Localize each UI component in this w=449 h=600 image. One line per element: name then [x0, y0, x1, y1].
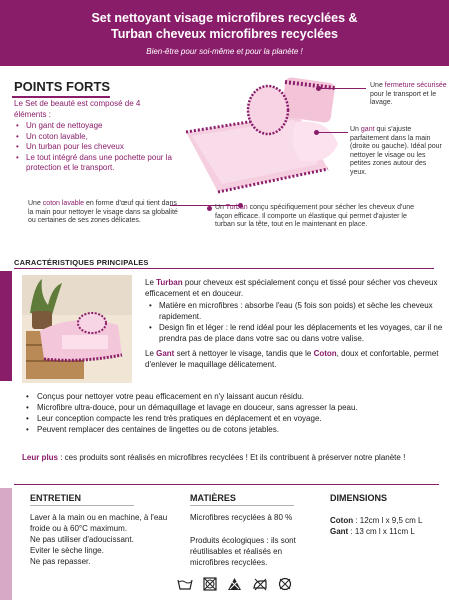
matieres-composition: Microfibres recyclées à 80 % [190, 513, 293, 522]
callout-highlight: gant [360, 126, 375, 133]
advantages-list [22, 391, 442, 435]
callout-highlight: Turban [225, 204, 248, 211]
accent-bar [0, 271, 12, 381]
section-rule [14, 484, 439, 485]
pouch-shape [280, 77, 335, 124]
plus-label: Leur plus [22, 453, 59, 462]
section-rule [14, 268, 434, 269]
callout-dot [316, 86, 321, 91]
header-subtitle: Bien-être pour soi-même et pour la planète ! [146, 47, 303, 56]
callout-line [318, 132, 348, 133]
accent-bar [0, 488, 12, 600]
product-illustration [178, 74, 358, 202]
matieres-eco: Produits écologiques : ils sont réutilisables et réalisés en microfibres recyclées. [190, 536, 296, 567]
wash-icon [177, 577, 193, 591]
list-item: • Microfibre ultra-douce, pour un démaquillage et lavage en douceur, sans agresser la peau. [22, 402, 442, 413]
list-item: • Conçus pour nettoyer votre peau efficacement en n'y laissant aucun résidu. [22, 391, 442, 402]
no-dry-clean-icon [278, 577, 292, 591]
list-item: • Un turban pour les cheveux [16, 142, 186, 153]
no-iron-icon [252, 577, 268, 591]
product-title-line1: Set nettoyant visage microfibres recyclées & [91, 11, 358, 25]
callout-gant: Un gant qui s'ajuste parfaitement dans la main (droite ou gauche). Idéal pour nettoyer le visage ou les petites zones autour des yeux. [350, 126, 442, 176]
turban-points [145, 300, 443, 344]
entretien-text: Laver à la main ou en machine, à l'eau froide ou à 60°C maximum. Ne pas utiliser d'adoucissant. Eviter le sèche linge. Ne pas repasser. [30, 513, 168, 566]
list-item: • Design fin et léger : le rend idéal pour les déplacements et les voyages, car il ne prendra pas de place dans votre sac ou dans votre valise. [145, 322, 443, 344]
product-photo [22, 275, 132, 383]
callout-turban: Un Turban conçu spécifiquement pour sécher les cheveux d'une façon efficace. Il comporte un élastique qui permet d'ajuster le turban sur la tête, tout en le maintenant en place. [215, 204, 415, 228]
matieres-rule [190, 505, 294, 506]
caracteristiques-description [145, 277, 443, 370]
care-icons [177, 577, 292, 591]
list-item: • Un gant de nettoyage [16, 121, 186, 132]
product-title-line2: Turban cheveux microfibres recyclées [111, 27, 338, 41]
callout-highlight: coton lavable [42, 200, 85, 207]
header-banner [0, 0, 449, 66]
list-item: • Peuvent remplacer des centaines de lingettes ou de cotons jetables. [22, 424, 442, 435]
points-forts-list [16, 121, 186, 174]
entretien-rule [30, 505, 134, 506]
no-bleach-icon [227, 577, 242, 591]
list-item: • Leur conception compacte les rend très pratiques en déplacement et en voyage. [22, 413, 442, 424]
dimensions-gant: Gant : 13 cm l x 11cm L [330, 527, 415, 536]
plus-note: Leur plus : ces produits sont réalisés en microfibres recyclées ! Et ils contribuent à préserver notre planète ! [22, 453, 406, 462]
gant-description: Le Gant sert à nettoyer le visage, tandis que le Coton, doux et confortable, permet d'enlever le maquillage délicatement. [145, 349, 439, 369]
points-forts-rule [12, 96, 110, 98]
coton-shape [248, 86, 288, 134]
callout-dot [207, 206, 212, 211]
callout-dot [314, 130, 319, 135]
callout-highlight: fermeture sécurisée [384, 82, 447, 89]
points-forts-intro: Le Set de beauté est composé de 4 éléments : [14, 99, 141, 119]
list-item: • Le tout intégré dans une pochette pour la protection et le transport. [16, 153, 186, 174]
callout-line [320, 88, 366, 89]
callout-fermeture: Une fermeture sécurisée pour le transport et le lavage. [370, 82, 447, 106]
dimensions-title: DIMENSIONS [330, 493, 388, 503]
no-tumble-dry-icon [203, 577, 217, 591]
entretien-title: ENTRETIEN [30, 493, 82, 503]
list-item: • Matière en microfibres : absorbe l'eau (5 fois son poids) et sèche les cheveux rapidement. [145, 300, 443, 322]
dimensions-coton: Coton : 12cm l x 9,5 cm L [330, 516, 423, 525]
gant-shape [293, 121, 338, 161]
callout-coton: Une coton lavable en forme d'œuf qui tient dans la main pour nettoyer le visage dans sa globalité ou certaines de ses zones délicates. [28, 200, 178, 224]
caracteristiques-title: CARACTÉRISTIQUES PRINCIPALES [14, 258, 149, 267]
list-item: • Un coton lavable, [16, 132, 186, 143]
turban-intro: Le Turban pour cheveux est spécialement conçu et tissé pour sécher vos cheveux efficacement et en douceur. [145, 278, 438, 298]
matieres-title: MATIÈRES [190, 493, 236, 503]
points-forts-title: POINTS FORTS [14, 79, 111, 94]
